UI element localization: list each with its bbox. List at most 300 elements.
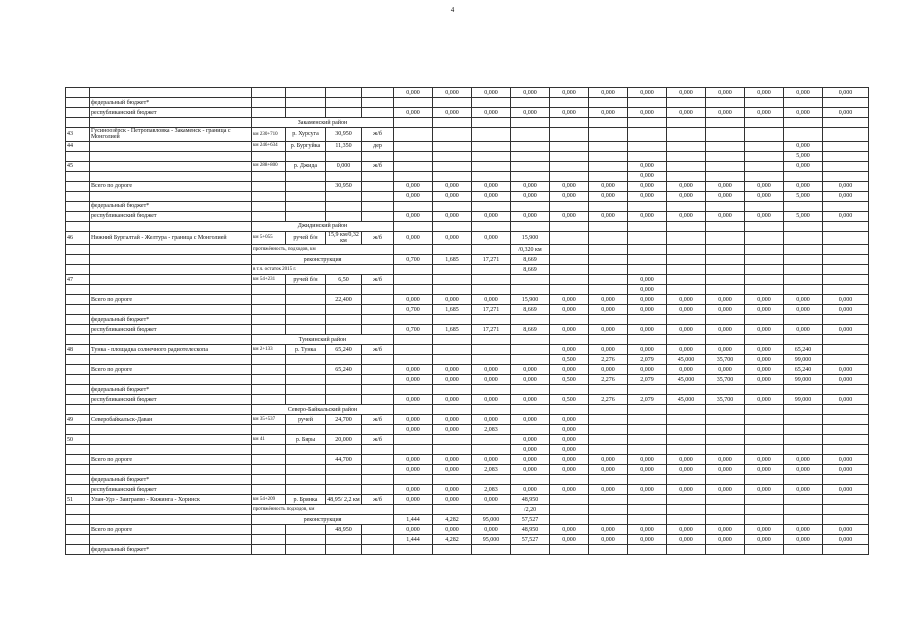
bridge-row bbox=[66, 495, 869, 505]
table-cell: 0,000 bbox=[550, 535, 589, 545]
table-cell: 0,000 bbox=[511, 211, 550, 221]
table-cell bbox=[66, 325, 90, 335]
table-cell: 0,000 bbox=[706, 365, 745, 375]
table-cell bbox=[394, 265, 433, 275]
table-cell: 0,000 bbox=[745, 465, 784, 475]
table-cell bbox=[66, 201, 90, 211]
table-cell bbox=[511, 171, 550, 181]
table-cell bbox=[252, 98, 286, 108]
table-cell: 0,000 bbox=[589, 465, 628, 475]
table-cell bbox=[550, 231, 589, 245]
table-cell bbox=[706, 405, 745, 415]
table-cell bbox=[550, 315, 589, 325]
table-cell bbox=[784, 335, 823, 345]
table-cell bbox=[362, 425, 394, 435]
table-cell bbox=[362, 485, 394, 495]
table-cell bbox=[667, 495, 706, 505]
table-cell bbox=[706, 231, 745, 245]
table-cell: 0,000 bbox=[745, 365, 784, 375]
table-cell bbox=[823, 545, 869, 555]
table-cell bbox=[286, 395, 326, 405]
table-cell bbox=[823, 171, 869, 181]
table-cell bbox=[745, 161, 784, 171]
table-cell: 1,444 bbox=[394, 515, 433, 525]
table-cell bbox=[628, 151, 667, 161]
table-cell: 0,000 bbox=[784, 455, 823, 465]
table-cell bbox=[472, 245, 511, 255]
table-cell: 0,000 bbox=[511, 435, 550, 445]
table-cell bbox=[589, 221, 628, 231]
table-cell bbox=[66, 485, 90, 495]
table-cell: /0,320 км bbox=[511, 245, 550, 255]
table-cell: 0,000 bbox=[550, 108, 589, 118]
table-cell: 47 bbox=[66, 275, 90, 285]
table-cell: федеральный бюджет* bbox=[90, 201, 252, 211]
table-cell bbox=[628, 118, 667, 128]
table-cell bbox=[706, 128, 745, 142]
table-cell bbox=[628, 335, 667, 345]
table-cell: 0,000 bbox=[823, 305, 869, 315]
table-cell bbox=[784, 505, 823, 515]
table-cell: Всего по дороге bbox=[90, 365, 252, 375]
table-cell bbox=[326, 545, 362, 555]
table-cell: Улан-Удэ - Заиграево - Кижинга - Хоринск bbox=[90, 495, 252, 505]
table-cell bbox=[252, 525, 286, 535]
table-cell: р. Бяры bbox=[286, 435, 326, 445]
table-cell: ж/б bbox=[362, 435, 394, 445]
table-cell bbox=[433, 385, 472, 395]
table-cell bbox=[745, 285, 784, 295]
table-cell: 0,000 bbox=[745, 211, 784, 221]
table-cell bbox=[362, 465, 394, 475]
page-number: 4 bbox=[450, 6, 455, 14]
table-cell bbox=[433, 545, 472, 555]
table-cell: 0,000 bbox=[394, 231, 433, 245]
table-cell bbox=[433, 171, 472, 181]
table-cell: 5,000 bbox=[784, 211, 823, 221]
table-cell bbox=[433, 98, 472, 108]
table-cell bbox=[90, 275, 252, 285]
table-cell: 0,000 bbox=[745, 181, 784, 191]
table-cell: 0,000 bbox=[550, 435, 589, 445]
bridge-row bbox=[66, 285, 869, 295]
table-cell bbox=[394, 355, 433, 365]
table-cell bbox=[589, 118, 628, 128]
table-cell bbox=[90, 335, 252, 345]
table-cell bbox=[90, 118, 252, 128]
table-cell bbox=[394, 505, 433, 515]
table-cell bbox=[286, 465, 326, 475]
table-cell bbox=[667, 445, 706, 455]
table-cell: 0,500 bbox=[550, 395, 589, 405]
table-cell bbox=[394, 285, 433, 295]
table-cell bbox=[472, 151, 511, 161]
table-cell: 0,000 bbox=[706, 535, 745, 545]
table-cell bbox=[667, 285, 706, 295]
table-cell: 0,000 bbox=[394, 415, 433, 425]
table-cell bbox=[362, 151, 394, 161]
table-cell: 99,000 bbox=[784, 355, 823, 365]
table-cell: 0,000 bbox=[433, 395, 472, 405]
table-cell: 35,700 bbox=[706, 355, 745, 365]
table-cell bbox=[628, 495, 667, 505]
table-cell: 0,000 bbox=[745, 375, 784, 385]
table-cell: 0,000 bbox=[823, 525, 869, 535]
table-cell bbox=[589, 405, 628, 415]
table-cell: реконструкция bbox=[252, 255, 394, 265]
table-cell bbox=[472, 475, 511, 485]
table-cell bbox=[286, 485, 326, 495]
table-cell bbox=[66, 505, 90, 515]
table-cell: 0,000 bbox=[472, 181, 511, 191]
table-cell bbox=[394, 275, 433, 285]
table-cell bbox=[90, 245, 252, 255]
table-cell: 0,000 bbox=[589, 365, 628, 375]
table-cell bbox=[511, 275, 550, 285]
table-cell: км 35+537 bbox=[252, 415, 286, 425]
table-cell: 17,271 bbox=[472, 325, 511, 335]
table-cell bbox=[472, 505, 511, 515]
table-cell bbox=[286, 98, 326, 108]
table-cell bbox=[66, 465, 90, 475]
table-cell bbox=[286, 455, 326, 465]
table-cell: 0,000 bbox=[823, 465, 869, 475]
table-cell: 0,000 bbox=[745, 325, 784, 335]
table-cell: 0,000 bbox=[706, 465, 745, 475]
table-cell: 0,000 bbox=[784, 181, 823, 191]
summary-row bbox=[66, 545, 869, 555]
table-cell bbox=[90, 255, 252, 265]
table-cell: 0,000 bbox=[628, 325, 667, 335]
table-cell bbox=[628, 255, 667, 265]
table-cell: 0,000 bbox=[823, 181, 869, 191]
table-cell: 45,000 bbox=[667, 395, 706, 405]
table-cell bbox=[667, 161, 706, 171]
table-cell bbox=[286, 295, 326, 305]
table-cell bbox=[589, 335, 628, 345]
table-cell: 2,079 bbox=[628, 375, 667, 385]
table-cell: 0,000 bbox=[550, 455, 589, 465]
table-cell bbox=[589, 415, 628, 425]
table-cell bbox=[589, 171, 628, 181]
table-cell bbox=[394, 141, 433, 151]
table-cell bbox=[823, 245, 869, 255]
table-cell: 22,400 bbox=[326, 295, 362, 305]
table-cell bbox=[706, 265, 745, 275]
table-cell: 0,000 bbox=[628, 305, 667, 315]
table-cell: 0,000 bbox=[511, 191, 550, 201]
table-cell bbox=[252, 201, 286, 211]
summary-row bbox=[66, 295, 869, 305]
table-cell: 0,700 bbox=[394, 325, 433, 335]
table-cell: 65,240 bbox=[784, 345, 823, 355]
table-cell bbox=[550, 475, 589, 485]
table-cell bbox=[90, 285, 252, 295]
table-cell bbox=[252, 285, 286, 295]
table-cell bbox=[589, 285, 628, 295]
table-cell: 0,000 bbox=[433, 231, 472, 245]
table-cell: 0,000 bbox=[326, 161, 362, 171]
table-cell: 0,000 bbox=[394, 181, 433, 191]
table-cell bbox=[433, 245, 472, 255]
table-cell: 0,000 bbox=[433, 425, 472, 435]
table-cell: 0,000 bbox=[433, 525, 472, 535]
table-cell bbox=[394, 161, 433, 171]
table-cell bbox=[326, 98, 362, 108]
table-cell bbox=[66, 118, 90, 128]
table-cell: 0,000 bbox=[472, 108, 511, 118]
table-cell: 48,950 bbox=[511, 495, 550, 505]
table-cell: 2,079 bbox=[628, 395, 667, 405]
table-cell: 0,000 bbox=[667, 181, 706, 191]
reconstruction-row bbox=[66, 515, 869, 525]
table-cell: 0,000 bbox=[628, 455, 667, 465]
table-cell bbox=[66, 455, 90, 465]
table-cell: 44 bbox=[66, 141, 90, 151]
table-cell: 0,000 bbox=[511, 88, 550, 98]
table-cell bbox=[589, 275, 628, 285]
summary-row bbox=[66, 485, 869, 495]
table-cell bbox=[472, 355, 511, 365]
table-cell bbox=[784, 385, 823, 395]
table-cell: 0,000 bbox=[784, 325, 823, 335]
table-cell bbox=[667, 425, 706, 435]
table-cell: 5,000 bbox=[784, 151, 823, 161]
table-cell bbox=[823, 345, 869, 355]
table-cell: 0,000 bbox=[394, 211, 433, 221]
table-cell bbox=[628, 415, 667, 425]
table-cell: ручей б/н bbox=[286, 275, 326, 285]
table-cell bbox=[326, 201, 362, 211]
table-cell bbox=[252, 88, 286, 98]
table-cell bbox=[589, 245, 628, 255]
table-cell: 0,000 bbox=[784, 141, 823, 151]
table-cell: 35,700 bbox=[706, 375, 745, 385]
table-cell bbox=[667, 141, 706, 151]
bridge-row bbox=[66, 141, 869, 151]
table-cell bbox=[823, 118, 869, 128]
table-cell bbox=[745, 151, 784, 161]
table-cell: 0,000 bbox=[394, 375, 433, 385]
bridges-table bbox=[65, 87, 869, 555]
table-cell: 0,000 bbox=[511, 485, 550, 495]
table-cell bbox=[252, 171, 286, 181]
table-cell: 99,000 bbox=[784, 375, 823, 385]
table-cell: р. Хурсуга bbox=[286, 128, 326, 142]
table-cell bbox=[326, 191, 362, 201]
table-cell bbox=[362, 385, 394, 395]
table-cell bbox=[667, 405, 706, 415]
table-cell: 35,700 bbox=[706, 395, 745, 405]
table-cell bbox=[628, 475, 667, 485]
table-cell bbox=[667, 435, 706, 445]
table-cell bbox=[286, 151, 326, 161]
table-cell bbox=[433, 221, 472, 231]
table-cell bbox=[433, 265, 472, 275]
table-cell bbox=[252, 365, 286, 375]
table-cell: км 288+800 bbox=[252, 161, 286, 171]
table-cell: 17,271 bbox=[472, 305, 511, 315]
table-cell bbox=[252, 385, 286, 395]
table-cell: 30,950 bbox=[326, 181, 362, 191]
table-cell bbox=[745, 475, 784, 485]
table-cell: 46 bbox=[66, 231, 90, 245]
table-cell bbox=[667, 265, 706, 275]
table-cell: 0,000 bbox=[511, 395, 550, 405]
table-cell bbox=[706, 221, 745, 231]
table-cell bbox=[784, 98, 823, 108]
table-cell bbox=[745, 201, 784, 211]
table-cell: 0,000 bbox=[784, 295, 823, 305]
table-cell: 0,000 bbox=[550, 365, 589, 375]
table-cell: 0,000 bbox=[589, 211, 628, 221]
table-cell: 0,000 bbox=[589, 305, 628, 315]
note-row bbox=[66, 245, 869, 255]
table-cell: Тункинский район bbox=[252, 335, 394, 345]
table-cell bbox=[252, 355, 286, 365]
table-cell bbox=[286, 305, 326, 315]
table-cell bbox=[326, 375, 362, 385]
table-cell bbox=[667, 171, 706, 181]
table-cell bbox=[433, 315, 472, 325]
table-cell bbox=[823, 221, 869, 231]
table-cell bbox=[362, 211, 394, 221]
table-cell: 4,282 bbox=[433, 535, 472, 545]
table-cell bbox=[745, 415, 784, 425]
summary-row bbox=[66, 465, 869, 475]
table-cell: 49 bbox=[66, 415, 90, 425]
table-cell bbox=[326, 305, 362, 315]
table-cell bbox=[550, 405, 589, 415]
table-cell: 17,271 bbox=[472, 255, 511, 265]
table-cell bbox=[362, 475, 394, 485]
table-cell bbox=[550, 245, 589, 255]
table-cell bbox=[550, 151, 589, 161]
table-cell: км 2+133 bbox=[252, 345, 286, 355]
table-cell bbox=[252, 181, 286, 191]
table-cell bbox=[784, 425, 823, 435]
table-cell bbox=[394, 335, 433, 345]
table-cell bbox=[66, 211, 90, 221]
bridge-row bbox=[66, 275, 869, 285]
summary-row bbox=[66, 201, 869, 211]
table-cell: 0,000 bbox=[433, 108, 472, 118]
table-cell: федеральный бюджет* bbox=[90, 385, 252, 395]
table-cell bbox=[745, 515, 784, 525]
table-cell: 65,240 bbox=[326, 365, 362, 375]
table-cell bbox=[66, 385, 90, 395]
table-cell: 0,000 bbox=[472, 415, 511, 425]
table-cell: 0,000 bbox=[667, 465, 706, 475]
table-cell: 0,000 bbox=[667, 295, 706, 305]
table-cell bbox=[550, 545, 589, 555]
table-cell bbox=[90, 161, 252, 171]
table-cell: 0,000 bbox=[550, 181, 589, 191]
table-cell bbox=[784, 201, 823, 211]
table-cell bbox=[433, 118, 472, 128]
table-cell bbox=[511, 285, 550, 295]
table-cell bbox=[326, 535, 362, 545]
table-cell bbox=[286, 171, 326, 181]
table-cell bbox=[823, 425, 869, 435]
table-cell bbox=[745, 435, 784, 445]
table-cell bbox=[66, 355, 90, 365]
table-cell bbox=[745, 128, 784, 142]
bridge-row bbox=[66, 231, 869, 245]
table-cell: р. Джида bbox=[286, 161, 326, 171]
bridge-row bbox=[66, 128, 869, 142]
table-cell bbox=[362, 285, 394, 295]
table-cell: 0,000 bbox=[784, 525, 823, 535]
table-cell bbox=[433, 345, 472, 355]
table-cell: 45,000 bbox=[667, 375, 706, 385]
table-cell bbox=[784, 128, 823, 142]
table-cell: 0,000 bbox=[745, 455, 784, 465]
table-cell: 0,000 bbox=[433, 88, 472, 98]
table-cell bbox=[784, 545, 823, 555]
table-cell: республиканский бюджет bbox=[90, 325, 252, 335]
table-cell bbox=[823, 275, 869, 285]
table-cell bbox=[286, 385, 326, 395]
table-cell: км 5+055 bbox=[252, 231, 286, 245]
table-cell bbox=[589, 201, 628, 211]
table-cell bbox=[706, 425, 745, 435]
table-cell: км 230+710 bbox=[252, 128, 286, 142]
table-cell: 0,000 bbox=[472, 395, 511, 405]
table-cell bbox=[745, 275, 784, 285]
table-cell: республиканский бюджет bbox=[90, 395, 252, 405]
table-cell: р. Брянка bbox=[286, 495, 326, 505]
table-cell: 0,000 bbox=[394, 88, 433, 98]
table-cell: 0,000 bbox=[745, 108, 784, 118]
table-cell bbox=[589, 505, 628, 515]
table-cell: 0,000 bbox=[667, 535, 706, 545]
table-cell: 0,000 bbox=[472, 495, 511, 505]
table-cell: 0,000 bbox=[550, 345, 589, 355]
table-cell bbox=[472, 345, 511, 355]
table-cell bbox=[784, 275, 823, 285]
table-cell: 48,95/ 2,2 км bbox=[326, 495, 362, 505]
table-cell: 0,000 bbox=[511, 455, 550, 465]
table-cell: 0,000 bbox=[628, 191, 667, 201]
summary-row bbox=[66, 211, 869, 221]
table-cell: 0,000 bbox=[394, 425, 433, 435]
table-cell: 0,000 bbox=[784, 88, 823, 98]
table-cell bbox=[745, 118, 784, 128]
table-cell bbox=[823, 515, 869, 525]
table-cell: 0,000 bbox=[784, 305, 823, 315]
table-cell: в т.ч. остаток 2015 г. bbox=[252, 265, 394, 275]
table-cell: 48,950 bbox=[511, 525, 550, 535]
table-cell bbox=[511, 425, 550, 435]
table-cell bbox=[589, 445, 628, 455]
table-cell: 0,000 bbox=[745, 88, 784, 98]
summary-row bbox=[66, 191, 869, 201]
table-cell: 0,000 bbox=[706, 325, 745, 335]
table-cell: 0,000 bbox=[550, 485, 589, 495]
table-cell: 0,000 bbox=[433, 375, 472, 385]
table-cell bbox=[823, 231, 869, 245]
table-cell bbox=[286, 425, 326, 435]
table-cell: 0,000 bbox=[628, 88, 667, 98]
table-cell: 0,000 bbox=[394, 455, 433, 465]
table-cell: Джидинский район bbox=[252, 221, 394, 231]
table-cell bbox=[823, 405, 869, 415]
table-cell bbox=[362, 535, 394, 545]
table-cell bbox=[66, 535, 90, 545]
bridge-row bbox=[66, 171, 869, 181]
table-cell: 99,000 bbox=[784, 395, 823, 405]
